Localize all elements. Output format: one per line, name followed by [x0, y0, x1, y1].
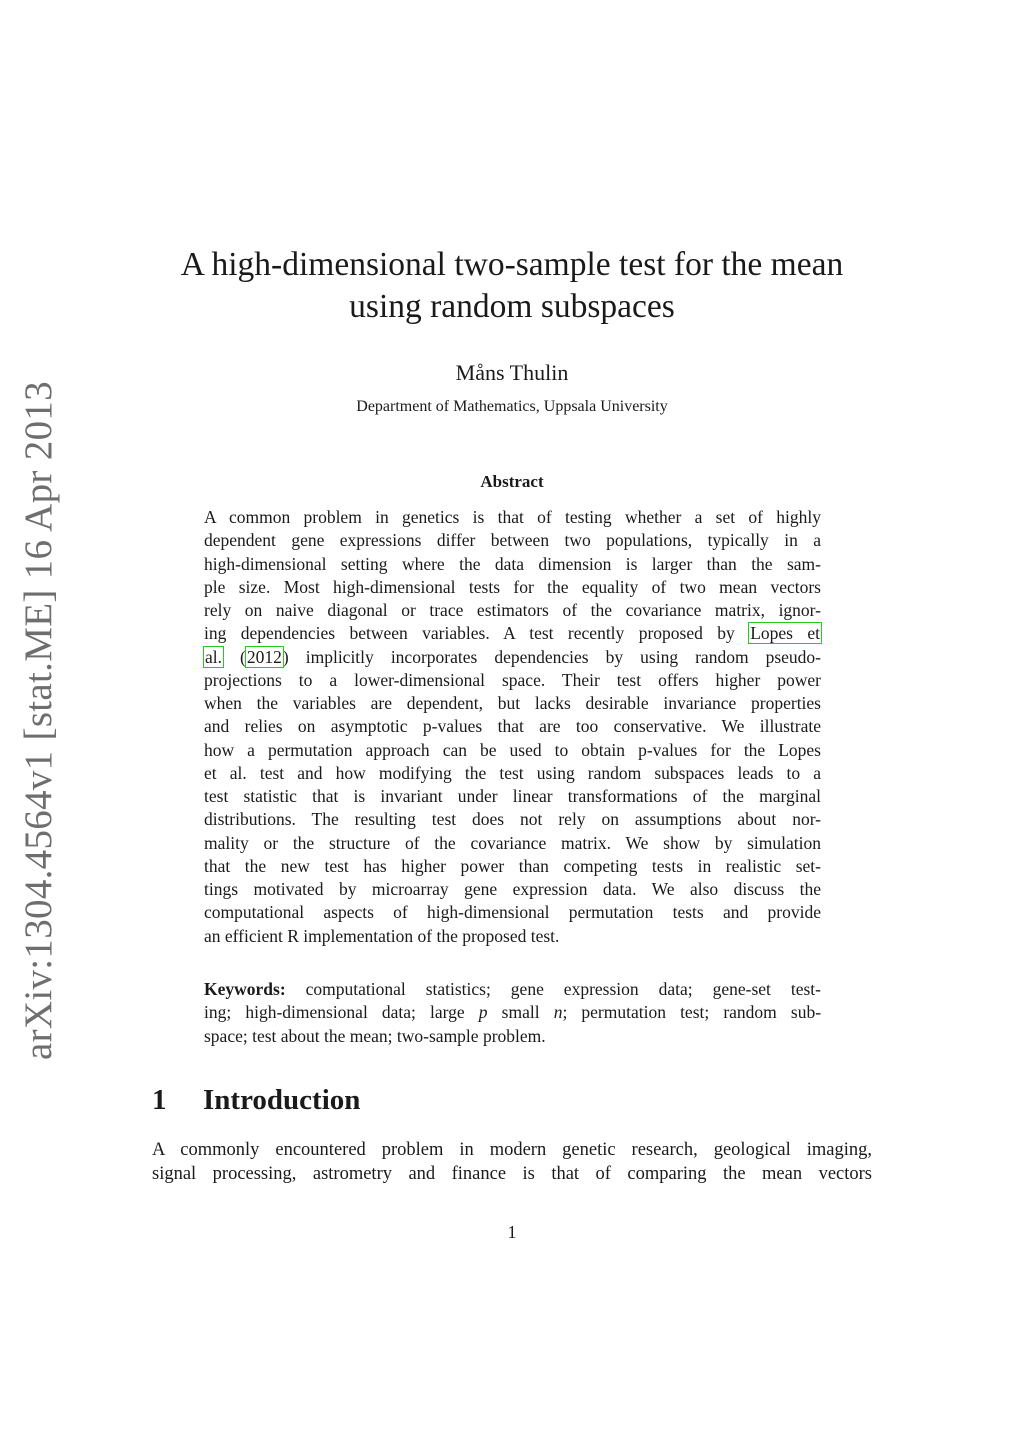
body-line: signal processing, astrometry and finance is that of comparing the mean vectors: [152, 1164, 872, 1184]
keywords-text: ing; high-dimensional data; large: [204, 1002, 465, 1023]
abstract-line: A common problem in genetics is that of testing whether a set of highly: [204, 507, 821, 527]
citation-link-year[interactable]: 2012: [246, 646, 282, 667]
abstract-line: high-dimensional setting where the data dimension is larger than the sam-: [204, 553, 821, 574]
body-line: A commonly encountered problem in modern genetic research, geological imaging,: [152, 1140, 872, 1160]
section-title: Introduction: [203, 1084, 361, 1116]
abstract-line-with-citation: [204, 646, 821, 669]
abstract-line-with-citation: [204, 622, 821, 645]
abstract-line: distributions. The resulting test does not rely on assumptions about nor-: [204, 809, 821, 830]
author-affiliation: Department of Mathematics, Uppsala University: [356, 398, 668, 415]
keywords-line: [204, 978, 821, 1001]
keywords-line: [204, 1001, 821, 1024]
math-p: p: [478, 1002, 488, 1023]
abstract-line: projections to a lower-dimensional space. Their test offers higher power: [204, 669, 821, 690]
citation-open-paren: (: [240, 646, 246, 667]
title-line-2: using random subspaces: [349, 288, 675, 325]
abstract-line: and relies on asymptotic p-values that are too conservative. We illustrate: [204, 716, 821, 737]
abstract-line: computational aspects of high-dimensional permutation tests and provide: [204, 902, 821, 923]
abstract-line: dependent gene expressions differ between two populations, typically in a: [204, 530, 821, 551]
abstract-body: [204, 506, 821, 948]
arxiv-identifier: arXiv:1304.4564v1 [stat.ME] 16 Apr 2013: [17, 381, 60, 1060]
abstract-heading: Abstract: [480, 472, 544, 491]
abstract-line: how a permutation approach can be used to obtain p-values for the Lopes: [204, 739, 821, 760]
abstract-line: when the variables are dependent, but lacks desirable invariance properties: [204, 693, 821, 713]
abstract-line: that the new test has higher power than competing tests in realistic set-: [204, 855, 821, 876]
keywords-text: computational statistics; gene expression data; gene-set test-: [305, 979, 821, 999]
abstract-line: an efficient R implementation of the proposed test.: [204, 925, 560, 946]
section-number: 1: [152, 1084, 167, 1116]
keywords-line: space; test about the mean; two-sample problem.: [204, 1025, 546, 1046]
introduction-body: [152, 1138, 872, 1186]
abstract-line: ple size. Most high-dimensional tests for the equality of two mean vectors: [204, 576, 821, 597]
author-name: Måns Thulin: [455, 360, 569, 385]
abstract-line: et al. test and how modifying the test using random subspaces leads to a: [204, 762, 821, 783]
keywords-label: Keywords:: [204, 979, 286, 999]
abstract-line-text: ing dependencies between variables. A test recently proposed by: [204, 623, 735, 644]
citation-link-author[interactable]: Lopes et: [750, 623, 821, 644]
citation-close-paren: ): [282, 646, 289, 667]
keywords-block: [204, 978, 821, 1048]
abstract-line: test statistic that is invariant under linear transformations of the marginal: [204, 786, 821, 806]
paper-title: [130, 244, 894, 328]
abstract-line: mality or the structure of the covariance matrix. We show by simulation: [204, 832, 821, 853]
citation-link-author-cont[interactable]: al.: [205, 646, 223, 667]
keywords-text: small: [501, 1002, 540, 1023]
abstract-line: tings motivated by microarray gene expression data. We also discuss the: [204, 879, 821, 899]
section-heading-introduction: [152, 1082, 360, 1118]
page-number: 1: [507, 1222, 517, 1242]
title-line-1: A high-dimensional two-sample test for the mean: [180, 246, 844, 283]
math-n: n: [553, 1002, 563, 1023]
abstract-line: rely on naive diagonal or trace estimators of the covariance matrix, ignor-: [204, 600, 821, 620]
abstract-line-text: implicitly incorporates dependencies by using random pseudo-: [305, 646, 821, 667]
keywords-text: ; permutation test; random sub-: [562, 1002, 822, 1023]
